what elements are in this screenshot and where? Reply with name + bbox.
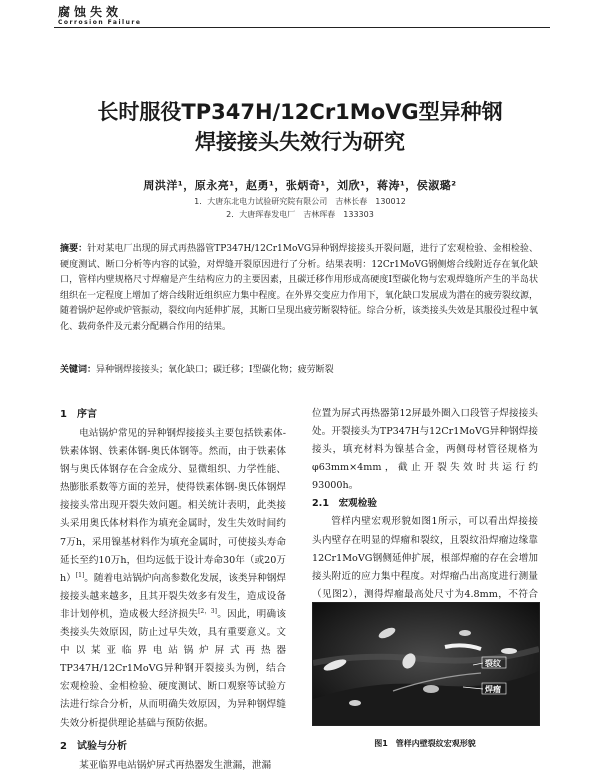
author-list: 周洪洋¹，原永亮¹，赵勇¹，张炳奇¹，刘欣¹，蒋涛¹，侯淑璐² — [143, 179, 457, 192]
section-1-text-c: 。因此，明确该类接头失效原因，防止过早失效，具有重要意义。文中以某亚临界电站锅炉屏式再热器TP347H/12Cr1MoVG异种钢开裂接头为例，结合宏观检验、金相检验、硬度测试、断口观察等试验方法进行综合分析，从而明确失效原因，为异种钢焊缝失效分析提供理论基础与预防依据。 — [60, 608, 286, 729]
reference-1: [1] — [75, 571, 85, 579]
keywords-text: 异种钢焊接接头；氧化缺口；碳迁移；I型碳化物；疲劳断裂 — [96, 365, 334, 375]
abstract-label: 摘要： — [60, 244, 88, 254]
journal-name-cn: 腐蚀失效 — [58, 5, 123, 19]
body-column-left — [60, 405, 286, 775]
reference-2: [2，3] — [198, 607, 217, 615]
header-rule — [54, 27, 550, 28]
section-2-paragraph-continued: 位置为屏式再热器第12屏最外圈入口段管子焊接接头处。开裂接头为TP347H与12Cr1MoVG异种钢焊接接头，填充材料为镍基合金，两侧母材管径规格为φ63mm×4mm，截止开裂失效时共运行约93000h。 — [312, 408, 538, 492]
subsection-2-1-heading: 2.1 宏观检验 — [312, 498, 377, 510]
section-2-heading: 2 试验与分析 — [60, 740, 127, 752]
paper-title — [60, 97, 540, 157]
pipe-interior-photo — [313, 603, 539, 725]
section-1-text-b: 。随着电站锅炉向高参数化发展，该类异种钢焊接接头越来越多，且其开裂失效多有发生，造成设备非计划停机，造成极大经济损失 — [60, 572, 286, 620]
abstract — [60, 242, 538, 335]
label-weld-bead: 焊瘤 — [485, 685, 501, 694]
abstract-text: 针对某电厂出现的屏式再热器管TP347H/12Cr1MoVG异种钢焊接接头开裂问题，进行了宏观检验、金相检验、硬度测试、断口分析等内容的试验，对焊缝开裂原因进行了分析。结果表明：12Cr1MoVG钢侧熔合线附近存在氧化缺口，管样内壁规格尺寸焊瘤是产生结构应力的主要因素，且碳迁移作用形成高硬度I型碳化物与宏观焊缝所产生的半岛状组织在一定程度上增加了熔合线附近组织应力集中程度。在外界交变应力作用下，氧化缺口发展成为潜在的疲劳裂纹源，随着锅炉起停或炉管振动，裂纹向内延伸扩展，其断口呈现出疲劳断裂特征。综合分析，该类接头失效是其服役过程中氧化、载荷条件及元素分配耦合作用的结果。 — [60, 244, 538, 332]
figure-1-photo — [312, 602, 540, 726]
title-line-1: 长时服役TP347H/12Cr1MoVG型异种钢 — [97, 100, 503, 124]
affiliation-1: 1．大唐东北电力试验研究院有限公司 吉林长春 130012 — [194, 197, 406, 206]
section-1-text-a: 电站锅炉常见的异种钢焊接接头主要包括铁素体-铁素体钢、铁素体钢-奥氏体钢等。然而，由于铁素体钢与奥氏体钢存在合金成分、显微组织、力学性能、热膨胀系数等方面的差异，使得铁素体钢-奥氏体钢焊接接头常出现开裂失效问题。相关统计表明，此类接头采用奥氏体材料作为填充金属时，发生失效时间约7万h，采用镍基材料作为填充金属时，可使接头寿命延长至约10万h，但均远低于设计寿命30年（或20万h） — [60, 428, 286, 584]
journal-name-en: Corrosion Failure — [58, 19, 142, 26]
journal-mark — [58, 5, 141, 26]
figure-1-caption: 图1 管样内壁裂纹宏观形貌 — [374, 739, 476, 748]
keywords-label: 关键词： — [60, 365, 97, 375]
section-1-paragraph — [60, 425, 286, 733]
section-2-paragraph-start: 某亚临界电站锅炉屏式再热器发生泄漏，泄漏 — [79, 759, 272, 771]
keywords — [60, 364, 538, 377]
label-crack: 裂纹 — [485, 659, 501, 668]
subsection-2-1-text: 管样内壁宏观形貌如图1所示，可以看出焊接接头内壁存在明显的焊瘤和裂纹，且裂纹沿焊瘤边缘靠12Cr1MoVG钢侧延伸扩展，根部焊瘤的存在会增加接头附近的应力集中程度。对焊瘤凸出高度进行测量（见图2），测得焊瘤最高处尺寸为4.8mm，不符合 — [312, 516, 538, 600]
section-1-heading: 1 序言 — [60, 409, 97, 420]
title-line-2: 焊接接头失效行为研究 — [195, 130, 405, 154]
affiliation-2: 2．大唐珲春发电厂 吉林珲春 133303 — [226, 210, 374, 219]
